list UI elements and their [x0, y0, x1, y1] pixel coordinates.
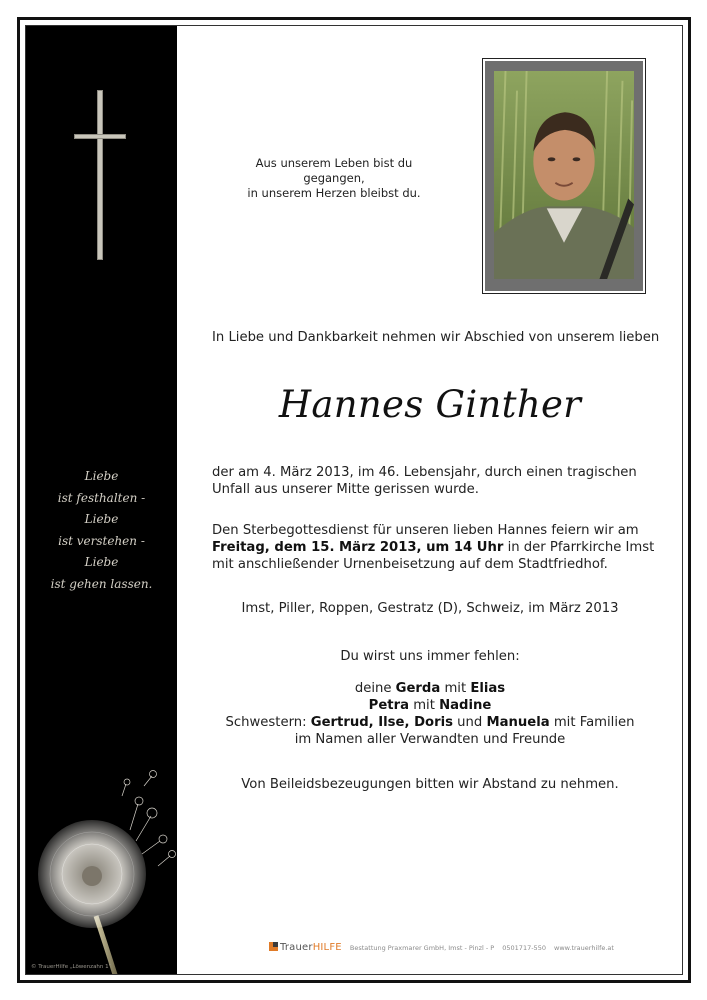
- footer: [269, 942, 683, 956]
- family-member: Petra: [368, 698, 409, 713]
- content-area: [177, 26, 683, 974]
- sidebar: [26, 26, 177, 974]
- footer-phone: 0501717-550: [502, 944, 546, 952]
- poem-line: ist festhalten -: [57, 490, 146, 505]
- service-text: Den Sterbegottesdienst für unseren lieben Hannes feiern wir am: [212, 523, 639, 538]
- closing-note: Von Beileidsbezeugungen bitten wir Abstand zu nehmen.: [241, 777, 619, 792]
- sidebar-poem: [26, 466, 177, 595]
- motto-line: in unserem Herzen bleibst du.: [247, 186, 421, 200]
- family-text: Schwestern:: [225, 715, 311, 730]
- family-line: [177, 697, 683, 714]
- family-line: [177, 714, 683, 731]
- place-date: Imst, Piller, Roppen, Gestratz (D), Schweiz, im März 2013: [241, 601, 619, 616]
- motto: [229, 156, 439, 201]
- family-text: mit: [440, 681, 471, 696]
- brand-part: HILFE: [312, 942, 342, 953]
- deceased-name: Hannes Ginther: [278, 383, 582, 426]
- footer-company: Bestattung Praxmarer GmbH, Imst - Pinzl - P: [349, 944, 495, 952]
- intro-text: In Liebe und Dankbarkeit nehmen wir Abschied von unserem lieben: [212, 330, 660, 345]
- death-notice-paragraph: der am 4. März 2013, im 46. Lebensjahr, durch einen tragischen Unfall aus unserer Mitte gerissen wurde.: [212, 465, 637, 497]
- funeral-service-paragraph: [212, 522, 662, 573]
- family-member: Gerda: [395, 681, 441, 696]
- motto-line: Aus unserem Leben bist du gegangen,: [255, 156, 413, 185]
- dandelion-image: [26, 746, 177, 974]
- poem-line: ist gehen lassen.: [50, 576, 153, 591]
- brand-part: Trauer: [280, 942, 313, 953]
- family-line: im Namen aller Verwandten und Freunde: [294, 732, 566, 747]
- family-member: Gertrud, Ilse, Doris: [310, 715, 453, 730]
- family-text: und: [452, 715, 487, 730]
- portrait-photo: [494, 71, 634, 279]
- service-text: in der Pfarrkirche Imst mit anschließender Urnenbeisetzung auf dem Stadtfriedhof.: [212, 540, 655, 572]
- trauerhilfe-logo-icon: [269, 942, 278, 951]
- miss-line: Du wirst uns immer fehlen:: [340, 649, 520, 664]
- portrait-frame: [482, 58, 646, 294]
- copyright-note: © TrauerHilfe „Löwenzahn 1“: [31, 964, 112, 970]
- cross-icon: [74, 90, 130, 262]
- poem-line: ist verstehen -: [58, 533, 145, 548]
- family-member: Elias: [470, 681, 506, 696]
- footer-brand: [280, 942, 342, 953]
- poem-line: Liebe: [84, 555, 119, 569]
- poem-line: Liebe: [84, 512, 119, 526]
- poem-line: Liebe: [84, 469, 119, 483]
- footer-website[interactable]: www.trauerhilfe.at: [554, 944, 614, 952]
- family-member: Nadine: [439, 698, 492, 713]
- family-list: [177, 680, 683, 748]
- family-text: mit: [409, 698, 440, 713]
- service-date: Freitag, dem 15. März 2013, um 14 Uhr: [212, 540, 504, 555]
- family-text: mit Familien: [549, 715, 635, 730]
- family-member: Manuela: [486, 715, 550, 730]
- family-text: deine: [354, 681, 396, 696]
- family-line: [177, 680, 683, 697]
